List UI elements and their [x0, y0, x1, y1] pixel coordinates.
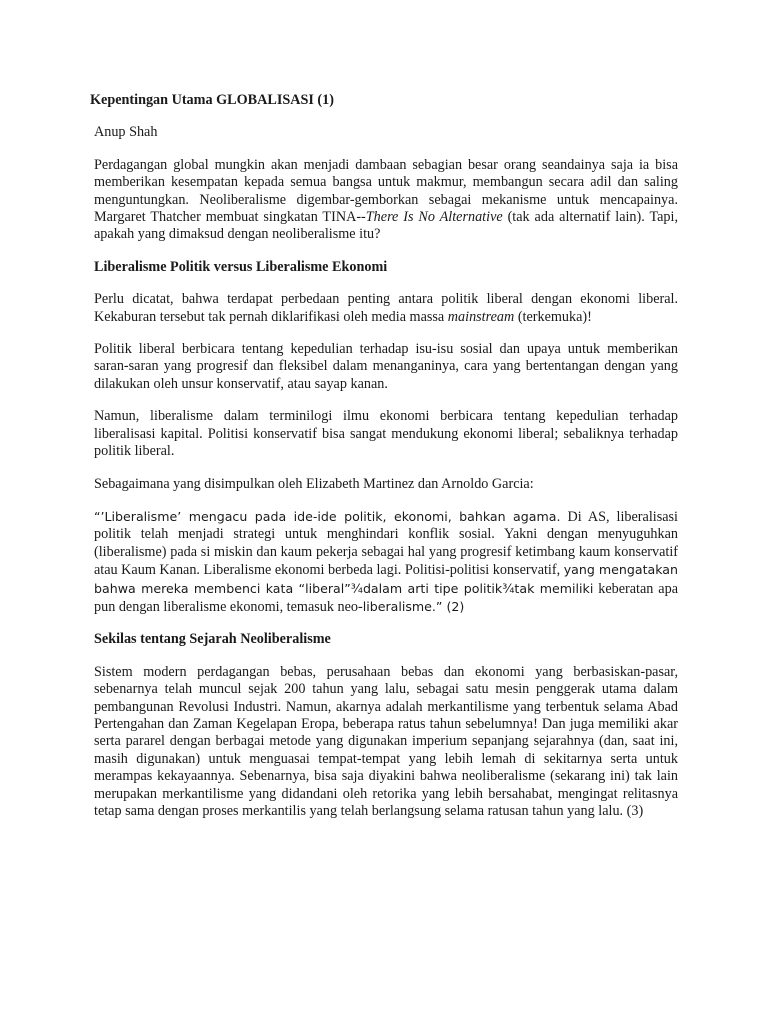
intro-text-a: Perdagangan global mungkin akan menjadi dambaan sebagian besar orang seandainya saja ia bisa memberikan kesempatan kepada semua bangsa untuk makmur, membangun secara adil dan saling menguntungkan. Neoliberalisme digembar-gemborkan sebagai mekanisme untuk mencapainya. Margaret Thatcher membuat singkatan TINA--	[94, 156, 678, 226]
intro-paragraph	[90, 157, 678, 244]
quote-rest-2: keberatan apa pun dengan liberalisme ekonomi, temasuk neo-	[94, 580, 678, 615]
paragraph-politik-liberal: Politik liberal berbicara tentang kepedulian terhadap isu-isu sosial dan upaya untuk memberikan saran-saran yang progresif dan fleksibel dalam menanganinya, cara yang bertentangan dengan yang dilakukan oleh unsur konservatif, atau sayap kanan.	[94, 341, 678, 392]
perbedaan-text-a: Perlu dicatat, bahwa terdapat perbedaan penting antara politik liberal dengan ekonomi liberal. Kekaburan tersebut tak pernah diklarifikasi oleh media massa	[94, 291, 678, 325]
author-name: Anup Shah	[94, 124, 158, 141]
quote-mid: yang mengatakan bahwa mereka membenci kata “liberal”¾dalam arti tipe politik¾tak memiliki	[94, 562, 678, 596]
section-heading-sejarah: Sekilas tentang Sejarah Neoliberalisme	[94, 631, 331, 648]
intro-italic: There Is No Alternative	[365, 209, 503, 226]
section-heading-liberalisme: Liberalisme Politik versus Liberalisme Ekonomi	[94, 258, 388, 275]
quote-paragraph	[90, 508, 678, 616]
quote-open: “’Liberalisme’ mengacu pada ide-ide politik, ekonomi, bahkan agama.	[94, 508, 561, 524]
intro-text-b: (tak ada alternatif lain). Tapi, apakah yang dimaksud dengan neoliberalisme itu?	[94, 209, 679, 243]
paragraph-perbedaan	[90, 291, 678, 326]
document-body	[90, 92, 678, 835]
paragraph-sejarah: Sistem modern perdagangan bebas, perusahaan bebas dan ekonomi yang berbasiskan-pasar, sebenarnya telah muncul sejak 200 tahun yang lalu, sebagai satu mesin penggerak utama dalam pembangunan Revolusi Industri. Namun, akarnya adalah merkantilisme yang terbentuk selama Abad Pertengahan dan Zaman Kegelapan Eropa, beberapa ratus tahun sebelumnya! Dan juga memiliki akar serta pararel dengan berbagai metode yang digunakan imperium sepanjang sejarahnya (dan, saat ini, masih digunakan) untuk menguasai tempat-tempat yang lebih lemah di sekitarnya serta untuk merampas kekayaannya. Sebenarnya, bisa saja diyakini bahwa neoliberalisme (sekarang ini) tak lain merupakan merkantilisme yang didandani oleh retorika yang lebih bersahabat, mengingat relitasnya tetap sama dengan proses merkantilis yang telah berlangsung selama ratusan tahun yang lalu. (3)	[94, 663, 678, 819]
quote-rest-1: Di AS, liberalisasi politik telah menjadi strategi untuk menghindari konflik sosial. Yakni dengan menyuguhkan (liberalisme) pada si miskin dan kaum pekerja sebagai hal yang progresif ketimbang kaum konservatif atau Kaum Kanan. Liberalisme ekonomi berbeda lagi. Politisi-politisi konservatif,	[94, 508, 678, 579]
quote-tail: liberalisme.” (2)	[362, 598, 465, 614]
paragraph-liberalisme-ekonomi: Namun, liberalisme dalam terminilogi ilmu ekonomi berbicara tentang kepedulian terhadap liberalisasi kapital. Politisi konservatif bisa sangat mendukung ekonomi liberal; sebaliknya terhadap politik liberal.	[94, 408, 678, 460]
paragraph-martinez-garcia: Sebagaimana yang disimpulkan oleh Elizabeth Martinez dan Arnoldo Garcia:	[94, 475, 534, 492]
perbedaan-italic: mainstream	[447, 308, 515, 325]
perbedaan-text-b: (terkemuka)!	[514, 308, 592, 325]
document-title: Kepentingan Utama GLOBALISASI (1)	[90, 92, 334, 108]
